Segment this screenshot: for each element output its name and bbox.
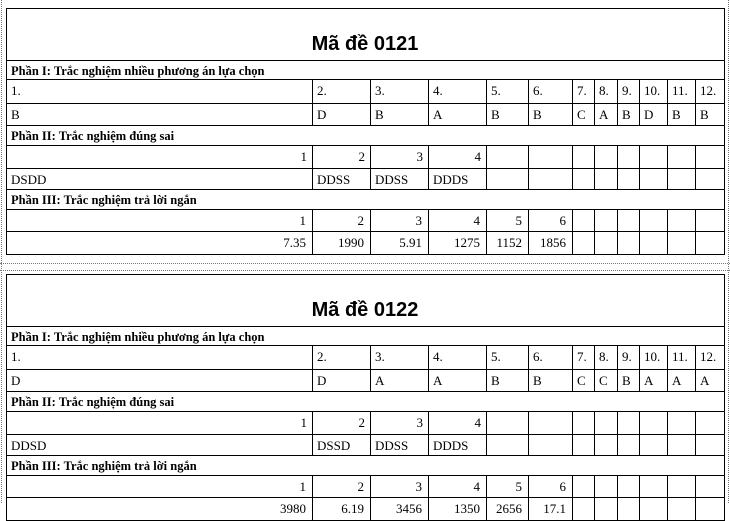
part-2-heading: Phần II: Trắc nghiệm đúng sai bbox=[11, 129, 175, 143]
answer-choice: B bbox=[11, 107, 20, 122]
table-rule bbox=[528, 145, 529, 189]
page-margin-guide bbox=[1, 0, 2, 503]
question-number: 7. bbox=[577, 83, 587, 98]
table-rule bbox=[667, 79, 668, 125]
answer-choice: B bbox=[491, 107, 500, 122]
short-answer-number: 6 bbox=[559, 213, 566, 228]
answer-choice: A bbox=[672, 373, 682, 388]
answer-choice: C bbox=[577, 107, 586, 122]
page-separator bbox=[0, 263, 730, 264]
table-rule bbox=[312, 79, 313, 125]
table-rule bbox=[667, 345, 668, 391]
table-rule bbox=[486, 79, 487, 125]
part-3-heading: Phần III: Trắc nghiệm trả lời ngắn bbox=[11, 193, 197, 207]
table-rule bbox=[594, 345, 595, 391]
table-rule bbox=[312, 345, 313, 391]
true-false-answer: DSDD bbox=[11, 172, 47, 187]
short-answer-number: 5 bbox=[515, 479, 522, 494]
short-answer-number: 1 bbox=[299, 479, 306, 494]
table-rule bbox=[370, 79, 371, 125]
table-rule bbox=[617, 145, 618, 189]
question-number: 11. bbox=[672, 349, 688, 364]
table-rule bbox=[667, 145, 668, 189]
table-rule bbox=[6, 391, 725, 392]
part-1-heading: Phần I: Trắc nghiệm nhiều phương án lựa chọn bbox=[11, 330, 265, 344]
table-rule bbox=[6, 189, 725, 190]
question-number: 6. bbox=[533, 349, 543, 364]
short-answer-number: 6 bbox=[559, 479, 566, 494]
statement-number: 2 bbox=[358, 149, 365, 164]
table-rule bbox=[6, 326, 725, 327]
answer-choice: B bbox=[622, 107, 631, 122]
table-rule bbox=[428, 345, 429, 391]
answer-choice: B bbox=[700, 107, 709, 122]
exam-code-title: Mã đề 0121 bbox=[311, 33, 419, 55]
table-rule bbox=[6, 125, 725, 126]
exam-code-title: Mã đề 0122 bbox=[311, 299, 419, 321]
table-rule bbox=[594, 79, 595, 125]
short-answer-number: 3 bbox=[415, 479, 422, 494]
true-false-answer: DSSD bbox=[317, 438, 351, 453]
answer-choice: B bbox=[533, 373, 542, 388]
table-rule bbox=[572, 411, 573, 455]
answer-choice: D bbox=[317, 373, 327, 388]
table-rule bbox=[617, 345, 618, 391]
question-number: 11. bbox=[672, 83, 688, 98]
table-rule bbox=[617, 411, 618, 455]
table-rule bbox=[695, 411, 696, 455]
short-answer-number: 1 bbox=[299, 213, 306, 228]
table-rule bbox=[695, 475, 696, 520]
answer-choice: B bbox=[672, 107, 681, 122]
question-number: 7. bbox=[577, 349, 587, 364]
short-answer-number: 2 bbox=[357, 213, 364, 228]
question-number: 5. bbox=[491, 349, 501, 364]
table-rule bbox=[695, 209, 696, 254]
answer-choice: B bbox=[491, 373, 500, 388]
answer-choice: A bbox=[599, 107, 609, 122]
table-rule bbox=[6, 8, 725, 9]
statement-number: 4 bbox=[474, 415, 481, 430]
question-number: 9. bbox=[622, 83, 632, 98]
page-separator bbox=[0, 270, 730, 271]
short-answer-number: 3 bbox=[415, 213, 422, 228]
true-false-answer: DDDS bbox=[433, 172, 469, 187]
short-answer-value: 5.91 bbox=[399, 235, 422, 250]
question-number: 4. bbox=[433, 83, 443, 98]
short-answer-value: 3456 bbox=[396, 501, 422, 516]
answer-choice: D bbox=[644, 107, 654, 122]
short-answer-value: 1856 bbox=[540, 235, 566, 250]
question-number: 8. bbox=[599, 83, 609, 98]
statement-number: 1 bbox=[300, 149, 307, 164]
table-rule bbox=[572, 145, 573, 189]
statement-number: 2 bbox=[358, 415, 365, 430]
question-number: 10. bbox=[644, 349, 661, 364]
table-rule bbox=[639, 411, 640, 455]
short-answer-value: 7.35 bbox=[283, 235, 306, 250]
short-answer-value: 1350 bbox=[454, 501, 480, 516]
table-rule bbox=[486, 145, 487, 189]
table-rule bbox=[594, 209, 595, 254]
short-answer-number: 5 bbox=[515, 213, 522, 228]
page-margin-guide bbox=[728, 0, 729, 503]
short-answer-value: 2656 bbox=[496, 501, 522, 516]
answer-choice: B bbox=[533, 107, 542, 122]
question-number: 1. bbox=[11, 349, 21, 364]
answer-choice: A bbox=[375, 373, 385, 388]
true-false-answer: DDSD bbox=[11, 438, 47, 453]
statement-number: 4 bbox=[474, 149, 481, 164]
table-rule bbox=[370, 345, 371, 391]
table-rule bbox=[695, 79, 696, 125]
answer-choice: B bbox=[375, 107, 384, 122]
table-rule bbox=[486, 411, 487, 455]
table-rule bbox=[667, 475, 668, 520]
table-rule bbox=[617, 209, 618, 254]
short-answer-value: 6.19 bbox=[341, 501, 364, 516]
short-answer-number: 4 bbox=[473, 479, 480, 494]
table-rule bbox=[572, 209, 573, 254]
table-rule bbox=[639, 209, 640, 254]
question-number: 8. bbox=[599, 349, 609, 364]
table-rule bbox=[6, 274, 725, 275]
answer-choice: A bbox=[700, 373, 710, 388]
answer-choice: A bbox=[644, 373, 654, 388]
answer-choice: C bbox=[599, 373, 608, 388]
table-rule bbox=[639, 79, 640, 125]
table-rule bbox=[594, 411, 595, 455]
true-false-answer: DDSS bbox=[317, 172, 351, 187]
question-number: 10. bbox=[644, 83, 661, 98]
table-rule bbox=[594, 145, 595, 189]
table-rule bbox=[639, 145, 640, 189]
table-rule bbox=[6, 254, 725, 255]
table-rule bbox=[695, 345, 696, 391]
table-rule bbox=[528, 411, 529, 455]
table-rule bbox=[724, 8, 725, 255]
table-rule bbox=[6, 455, 725, 456]
question-number: 5. bbox=[491, 83, 501, 98]
statement-number: 3 bbox=[416, 415, 423, 430]
table-rule bbox=[528, 79, 529, 125]
question-number: 9. bbox=[622, 349, 632, 364]
table-rule bbox=[486, 345, 487, 391]
table-rule bbox=[617, 79, 618, 125]
table-rule bbox=[639, 475, 640, 520]
true-false-answer: DDSS bbox=[375, 172, 409, 187]
table-rule bbox=[667, 209, 668, 254]
question-number: 2. bbox=[317, 83, 327, 98]
table-rule bbox=[695, 145, 696, 189]
answer-choice: D bbox=[11, 373, 21, 388]
answer-choice: A bbox=[433, 107, 443, 122]
true-false-answer: DDDS bbox=[433, 438, 469, 453]
short-answer-value: 1275 bbox=[454, 235, 480, 250]
table-rule bbox=[528, 345, 529, 391]
short-answer-number: 2 bbox=[357, 479, 364, 494]
table-rule bbox=[724, 274, 725, 521]
table-rule bbox=[572, 475, 573, 520]
question-number: 6. bbox=[533, 83, 543, 98]
table-rule bbox=[6, 60, 725, 61]
table-rule bbox=[572, 79, 573, 125]
answer-choice: C bbox=[577, 373, 586, 388]
table-rule bbox=[667, 411, 668, 455]
short-answer-value: 1990 bbox=[338, 235, 364, 250]
short-answer-value: 17.1 bbox=[543, 501, 566, 516]
answer-choice: A bbox=[433, 373, 443, 388]
statement-number: 1 bbox=[300, 415, 307, 430]
question-number: 1. bbox=[11, 83, 21, 98]
table-rule bbox=[639, 345, 640, 391]
question-number: 12. bbox=[700, 83, 717, 98]
question-number: 12. bbox=[700, 349, 717, 364]
table-rule bbox=[428, 79, 429, 125]
table-rule bbox=[594, 475, 595, 520]
part-3-heading: Phần III: Trắc nghiệm trả lời ngắn bbox=[11, 459, 197, 473]
answer-choice: B bbox=[622, 373, 631, 388]
question-number: 4. bbox=[433, 349, 443, 364]
question-number: 2. bbox=[317, 349, 327, 364]
short-answer-value: 1152 bbox=[496, 235, 522, 250]
answer-choice: D bbox=[317, 107, 327, 122]
part-1-heading: Phần I: Trắc nghiệm nhiều phương án lựa chọn bbox=[11, 64, 265, 78]
short-answer-value: 3980 bbox=[280, 501, 306, 516]
statement-number: 3 bbox=[416, 149, 423, 164]
true-false-answer: DDSS bbox=[375, 438, 409, 453]
table-rule bbox=[572, 345, 573, 391]
question-number: 3. bbox=[375, 349, 385, 364]
part-2-heading: Phần II: Trắc nghiệm đúng sai bbox=[11, 395, 175, 409]
table-rule bbox=[617, 475, 618, 520]
question-number: 3. bbox=[375, 83, 385, 98]
short-answer-number: 4 bbox=[473, 213, 480, 228]
